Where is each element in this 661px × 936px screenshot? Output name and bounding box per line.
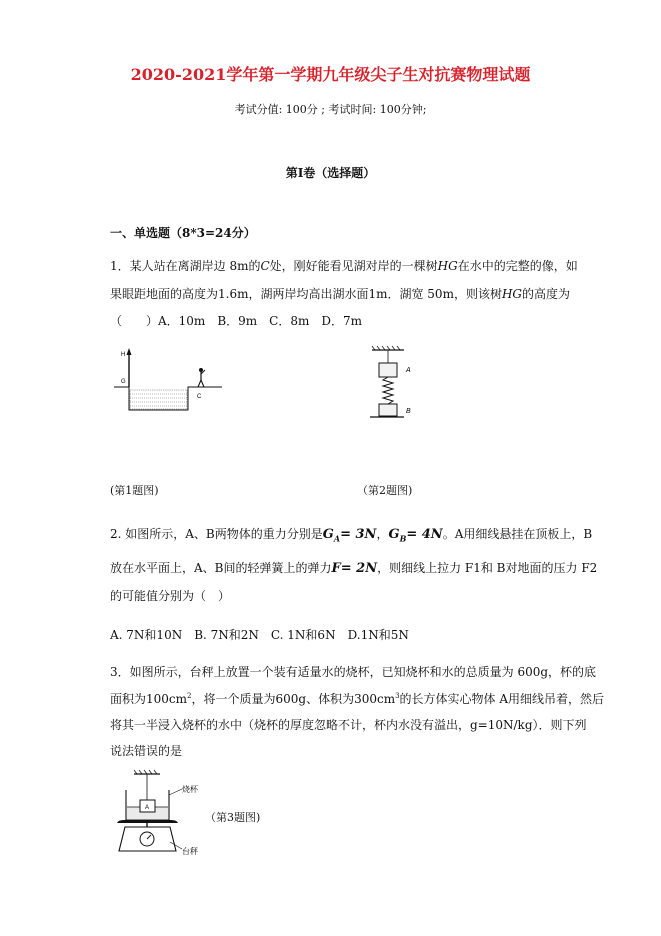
- q1-text: 1．某人站在离湖岸边 8m的: [110, 259, 261, 273]
- q2-text: 2. 如图所示，A、B两物体的重力分别是: [110, 527, 323, 541]
- block-b: [379, 404, 397, 416]
- q1-text: 处，刚好能看见湖对岸的一棵树: [269, 259, 438, 273]
- label-b: B: [406, 408, 411, 415]
- q2-options: A. 7N和10N B. 7N和2N C. 1N和6N D.1N和5N: [110, 628, 409, 642]
- q1-tree-hg: HG: [437, 259, 458, 273]
- arrow-up-icon: [127, 348, 132, 355]
- q3-line-2: 面积为$100cm^2$，将一个质量为600g、体积为$300cm^3$的长方体实心物体 A用细线吊着，然后: [110, 692, 605, 706]
- formula-f: F= 2N: [331, 561, 378, 576]
- q3-line-3: 将其一半浸入烧杯的水中（烧杯的厚度忽略不计，杯内水没有溢出，g=10N/kg）．则下列: [110, 718, 587, 732]
- label-h: H: [121, 352, 126, 358]
- q2-text: 放在水平面上，A、B间的轻弹簧上的弹力: [110, 561, 332, 575]
- formula-gb: $G_B= 4N$: [388, 527, 443, 544]
- label-beaker: 烧杯: [182, 785, 198, 794]
- label-scale: 台秤: [182, 847, 198, 856]
- q3-caption: （第3题图): [205, 811, 261, 824]
- q1-options: （ ）A．10m B．9m C．8m D．7m: [110, 314, 362, 328]
- q1-tree-hg: HG: [501, 287, 523, 301]
- q1-caption: (第1题图): [110, 484, 159, 497]
- q1-text: 果眼距地面的高度为1.6m，湖两岸均高出湖水面1m．湖宽 50m，则该树: [110, 287, 502, 301]
- q1-text: 在水中的完整的像，如: [457, 259, 578, 273]
- q2-figure: [367, 344, 422, 419]
- q1-line-1: [110, 257, 578, 274]
- part-heading: 第Ⅰ卷（选择题）: [285, 166, 376, 180]
- scale-pan: [117, 820, 178, 823]
- q3-line-4: 说法错误的是: [110, 744, 183, 758]
- q2-line-1: 2. 如图所示，A、B两物体的重力分别是$G_A= 3N$，$G_B= 4N$。A用细线悬挂在顶板上，B: [110, 527, 593, 544]
- q2-line-3: 的可能值分别为（ ）: [110, 589, 231, 603]
- q1-point-c: C: [260, 259, 270, 273]
- label-c: C: [197, 394, 202, 400]
- page-title: 2020-2021学年第一学期九年级尖子生对抗赛物理试题: [130, 65, 531, 84]
- q1-line-2: [110, 285, 570, 302]
- q1-figure: [112, 345, 227, 415]
- label-a: A: [145, 805, 150, 811]
- q3-figure: [112, 768, 204, 856]
- label-a: A: [406, 367, 411, 374]
- q2-caption: （第2题图): [357, 484, 413, 497]
- section-heading: 一、单选题（8*3=24分）: [110, 226, 256, 240]
- person-head-icon: [199, 368, 203, 372]
- q2-text: 。A用细线悬挂在顶板上，B: [442, 527, 593, 541]
- q3-line-1: 3．如图所示，台秤上放置一个装有适量水的烧杯，已知烧杯和水的总质量为 600g，杯的底: [110, 665, 597, 679]
- q2-text: ，则细线上拉力 F1和 B对地面的压力 F2: [377, 561, 598, 575]
- formula-ga: $G_A= 3N$: [322, 527, 377, 544]
- label-g: G: [121, 379, 126, 385]
- spring: [383, 377, 393, 404]
- exam-info: 考试分值: 100分 ; 考试时间: 100分钟;: [234, 103, 427, 116]
- q1-text: 的高度为: [522, 287, 571, 301]
- block-a: [379, 363, 397, 377]
- q2-line-2: [110, 559, 597, 576]
